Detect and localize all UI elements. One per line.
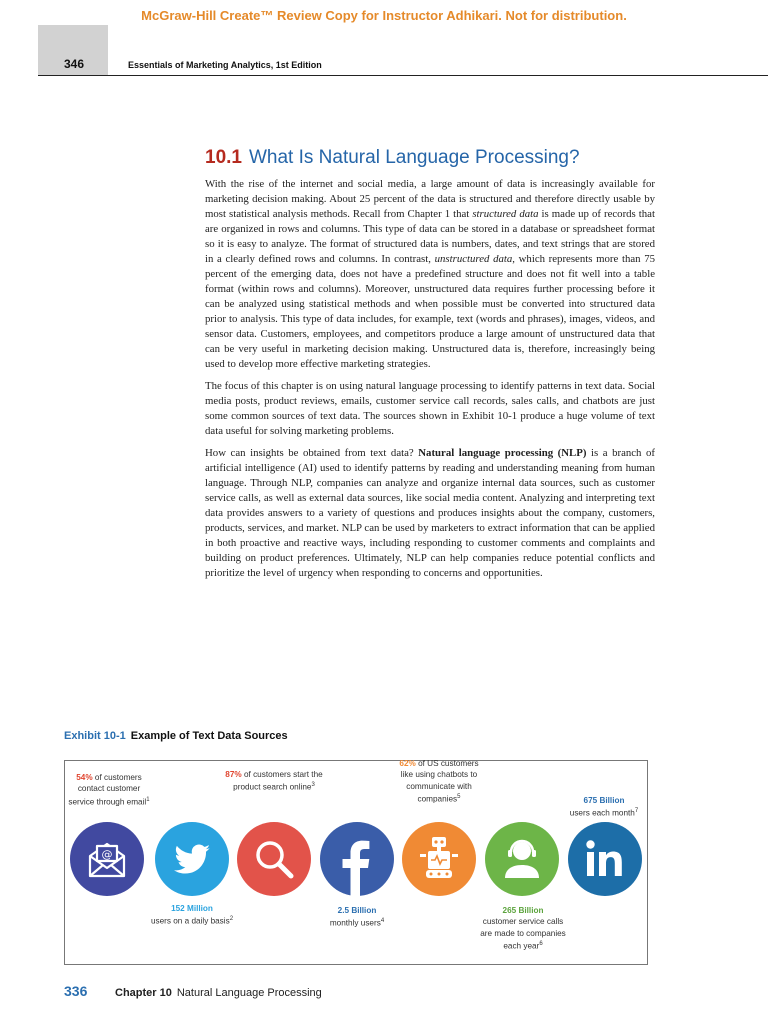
search-icon [237, 822, 311, 896]
stat-caption-linkedin [560, 795, 648, 819]
stat-value: 62% [399, 759, 416, 768]
text-run: With the rise of the internet and social media, a large amount of data is increasingly available for marketing decision making. About 25 percent of the data is structured and therefore directly usable by most statistical analysis methods. Recall from Chapter 1 that [205, 178, 655, 220]
stat-caption-twitter [145, 903, 239, 927]
stat-caption-chatbot [395, 758, 483, 805]
chatbot-icon [402, 822, 476, 896]
stat-text: customer service calls are made to companies each year [480, 917, 566, 951]
review-copy-banner: McGraw-Hill Create™ Review Copy for Instructor Adhikari. Not for distribution. [141, 8, 627, 23]
footnote-ref: 7 [634, 808, 639, 815]
body-text [205, 177, 655, 588]
section-title: What Is Natural Language Processing? [248, 147, 580, 168]
stat-caption-email [64, 772, 154, 808]
text-run: is made up of records that are organized in rows and columns. This type of data can be stored in a database or spreadsheet format so it is easy to analyze. The format of structured data is numbers, dates, and text strings that are stored in a clearly defined rows and columns. In contrast, [205, 208, 655, 265]
footnote-ref: 2 [229, 916, 234, 923]
stat-text: of customers start the product search online [233, 770, 323, 793]
stat-caption-search [225, 769, 323, 793]
body-paragraph [205, 446, 655, 581]
footnote-ref: 3 [311, 782, 315, 789]
footnote-ref: 1 [146, 796, 150, 803]
stat-text: of US customers like using chatbots to communicate with companies [400, 759, 479, 804]
text-run: The focus of this chapter is on using natural language processing to identify patterns in text data. Social media posts, product reviews, emails, customer service call records, sales calls, and chatbots are just some common sources of text data. The sources shown in Exhibit 10-1 produce a huge volume of text data useful for solving marketing problems. [205, 380, 655, 437]
stat-text: of customers contact customer service through email [68, 773, 147, 807]
twitter-icon [155, 822, 229, 896]
linkedin-icon [568, 822, 642, 896]
stat-value: 152 Million [171, 904, 213, 913]
footer-chapter-title: Natural Language Processing [176, 987, 322, 999]
body-paragraph [205, 177, 655, 372]
stat-value: 675 Billion [583, 796, 625, 805]
header-book-title: Essentials of Marketing Analytics, 1st Edition [128, 60, 322, 70]
svg-text:@: @ [101, 848, 113, 861]
stat-caption-facebook [312, 905, 402, 929]
footnote-ref: 5 [457, 793, 461, 800]
body-paragraph [205, 379, 655, 439]
text-run: How can insights be obtained from text data? [205, 447, 419, 459]
stat-value: 54% [76, 773, 93, 782]
facebook-icon [320, 822, 394, 896]
stat-caption-call-center [478, 905, 568, 952]
stat-value: 87% [225, 770, 242, 779]
text-run: , which represents more than 75 percent of the emerging data, does not have a predefined structure and does not fit well into a table format (within rows and columns). Moreover, unstructured data requires further processing before it can be analyzed using statistical methods and when possible must be converted into structured data prior to analysis. This type of data includes, for example, text (words and phrases), images, videos, and sensor data. Customers, employees, and competitors produce a large amount of unstructured data that can be very useful in marketing decision making. Unstructured data is, therefore, increasingly being used to develop more effective marketing strategies. [205, 253, 655, 370]
stat-text: users each month [569, 809, 635, 819]
email-icon [70, 822, 144, 896]
stat-text: users on a daily basis [150, 917, 230, 927]
stat-value: 2.5 Billion [337, 906, 377, 915]
italic-term: structured data [472, 208, 539, 220]
header-rule [38, 75, 768, 76]
exhibit-caption [64, 730, 288, 742]
header-page-number: 346 [64, 57, 85, 71]
section-heading [205, 147, 580, 169]
stat-text: monthly users [329, 919, 381, 929]
footer-chapter [115, 987, 322, 999]
footer-page-number: 336 [64, 983, 88, 999]
footnote-ref: 6 [539, 940, 543, 947]
footnote-ref: 4 [380, 918, 385, 925]
exhibit-label: Exhibit 10-1 [64, 730, 126, 742]
footer-chapter-label: Chapter 10 [115, 987, 172, 999]
italic-term: unstructured data [434, 253, 513, 265]
section-number: 10.1 [205, 147, 242, 168]
exhibit-title: Example of Text Data Sources [130, 730, 288, 742]
call-center-icon [485, 822, 559, 896]
bold-term: Natural language processing (NLP) [418, 447, 587, 459]
text-run: is a branch of artificial intelligence (AI) used to identify patterns by reading and understanding meaning from human language. Through NLP, companies can analyze and organize internal data sources, such as customer service calls, as well as external data sources, like social media content. Analyzing and interpreting text data provides answers to a variety of questions and produces insights about the company, customers, products, services, and market. NLP can be used by marketers to extract information that can be applied in both proactive and reactive ways, including responding to customer comments and complaints and building on product preferences. Ultimately, NLP can help companies reduce potential conflicts and prioritize the level of urgency when responding to concerns and opportunities. [205, 447, 655, 579]
stat-value: 265 Billion [502, 906, 544, 915]
